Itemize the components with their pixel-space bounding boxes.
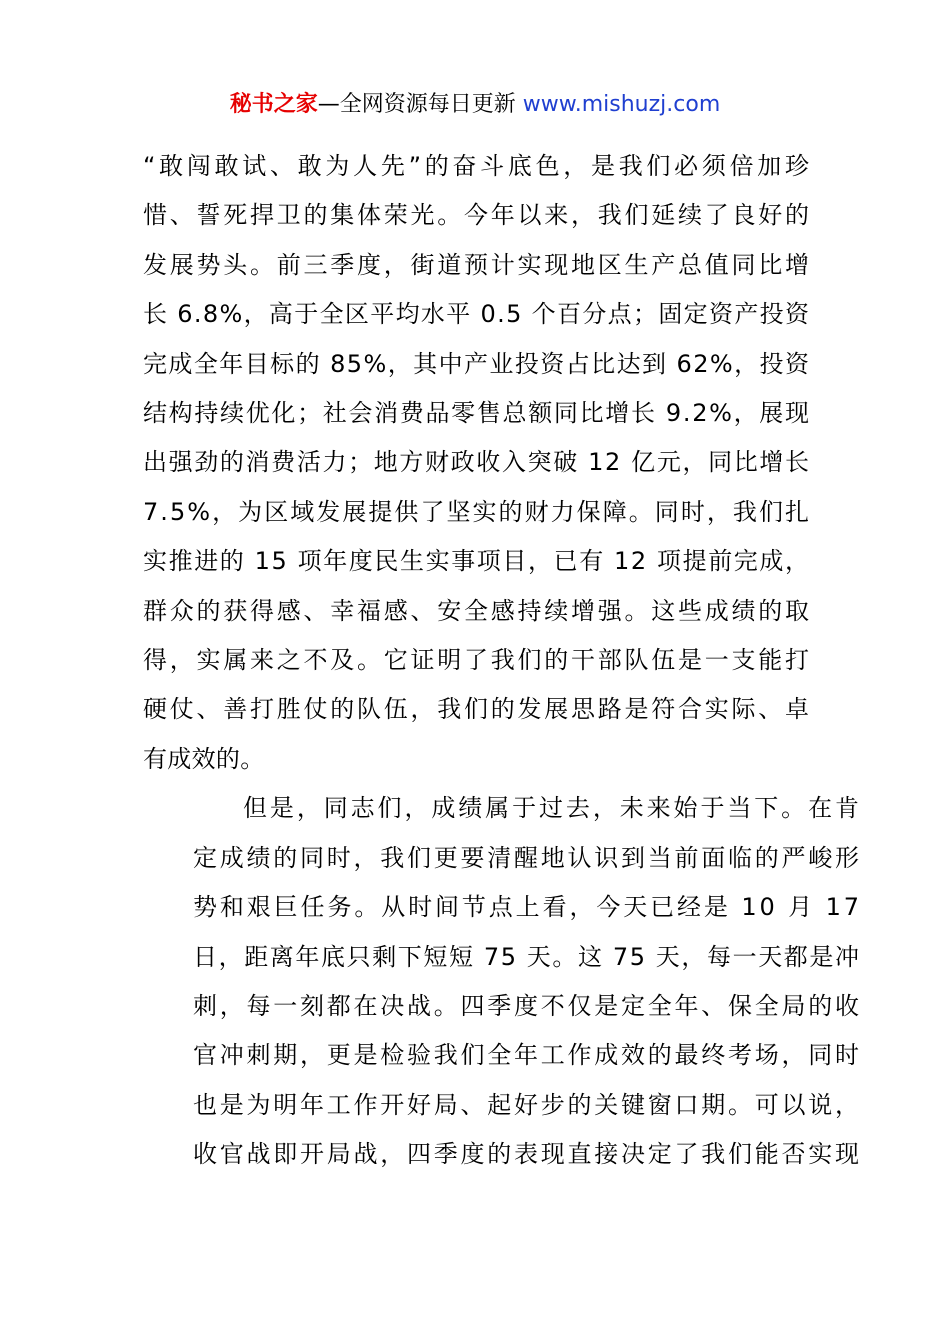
text-line: 但是，同志们，成绩属于过去，未来始于当下。在肯 bbox=[243, 794, 862, 823]
text-line: 长 6.8%，高于全区平均水平 0.5 个百分点；固定资产投资 bbox=[143, 300, 811, 329]
site-header bbox=[0, 90, 950, 120]
text-line: 实推进的 15 项年度民生实事项目，已有 12 项提前完成， bbox=[143, 547, 811, 576]
text-line: “敢闯敢试、敢为人先”的奋斗底色，是我们必须倍加珍 bbox=[143, 152, 813, 180]
paragraph-2 bbox=[143, 784, 862, 1179]
text-line: 有成效的。 bbox=[143, 744, 265, 773]
text-line: 日，距离年底只剩下短短 75 天。这 75 天，每一天都是冲 bbox=[193, 942, 861, 971]
text-line: 得，实属来之不及。它证明了我们的干部队伍是一支能打 bbox=[143, 646, 812, 675]
text-line: 硬仗、善打胜仗的队伍，我们的发展思路是符合实际、卓 bbox=[143, 695, 812, 724]
text-line: 惜、誓死捍卫的集体荣光。今年以来，我们延续了良好的 bbox=[143, 201, 812, 230]
header-tagline: —全网资源每日更新 bbox=[317, 92, 516, 117]
text-line: 势和艰巨任务。从时间节点上看，今天已经是 10 月 17 bbox=[193, 893, 862, 922]
brand-name: 秘书之家 bbox=[229, 92, 318, 117]
text-line: 定成绩的同时，我们更要清醒地认识到当前面临的严峻形 bbox=[193, 843, 862, 872]
paragraph-1 bbox=[143, 142, 813, 784]
text-line: 完成全年目标的 85%，其中产业投资占比达到 62%，投资 bbox=[143, 349, 811, 378]
text-line: 刺，每一刻都在决战。四季度不仅是定全年、保全局的收 bbox=[193, 991, 862, 1020]
text-line: 官冲刺期，更是检验我们全年工作成效的最终考场，同时 bbox=[193, 1041, 862, 1070]
text-line: 群众的获得感、幸福感、安全感持续增强。这些成绩的取 bbox=[143, 596, 812, 625]
document-body bbox=[143, 142, 862, 1180]
text-line: 出强劲的消费活力；地方财政收入突破 12 亿元，同比增长 bbox=[143, 448, 811, 477]
text-line: 也是为明年工作开好局、起好步的关键窗口期。可以说， bbox=[193, 1090, 862, 1119]
site-url-link[interactable]: www.mishuzj.com bbox=[522, 92, 721, 117]
text-line: 发展势头。前三季度，街道预计实现地区生产总值同比增 bbox=[143, 250, 812, 279]
text-line: 7.5%，为区域发展提供了坚实的财力保障。同时，我们扎 bbox=[143, 497, 812, 526]
text-line: 结构持续优化；社会消费品零售总额同比增长 9.2%，展现 bbox=[143, 399, 811, 428]
text-line: 收官战即开局战，四季度的表现直接决定了我们能否实现 bbox=[193, 1140, 862, 1169]
